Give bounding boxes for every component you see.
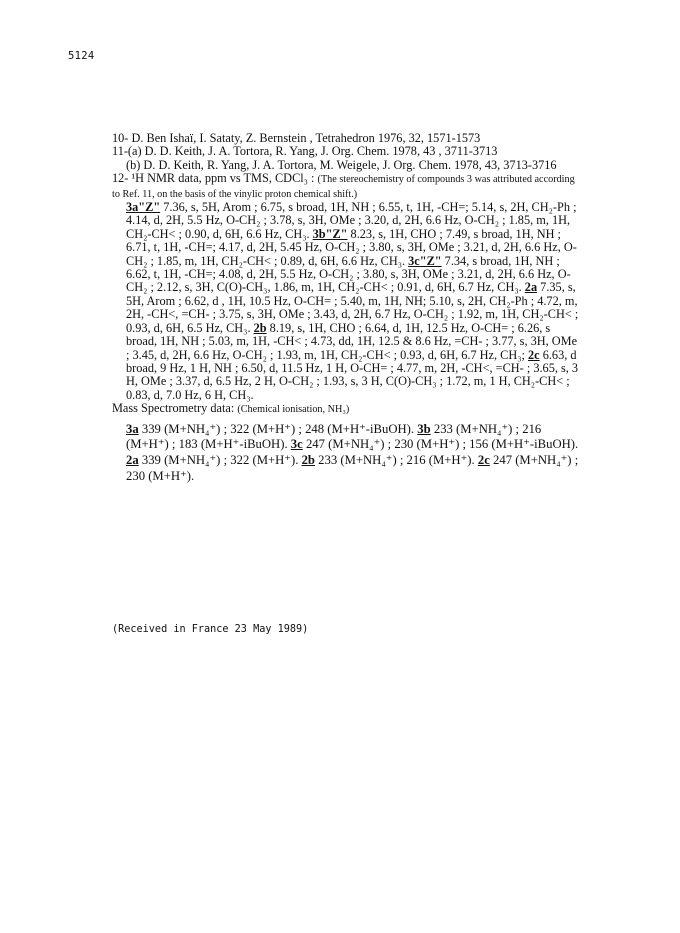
compound-label: 3b"Z" [312, 226, 348, 241]
compound-label: 3c"Z" [408, 253, 442, 268]
received-date: (Received in France 23 May 1989) [112, 624, 309, 635]
stereochemistry-note: (The stereochemistry of compounds 3 was attributed according to Ref. 11, on the basis of the vinylic proton chemical shift.) [112, 174, 575, 200]
reference-12-nmr [112, 172, 582, 201]
nmr-data-text: 7.36, s, 5H, Arom ; 6.75, s broad, 1H, NH ; 6.55, t, 1H, -CH=; 5.14, s, 2H, CH₂-Ph ; 4.14, d, 2H, 5.5 Hz, O-CH₂ ; 3.78, s, 3H, OMe ; 3.20, d, 2H, 6.6 Hz, O-CH₂ ; 1.85, m, 1H, CH₂-CH< ; 0.90, d, 6H, 6.6 Hz, CH₃. [126, 200, 577, 241]
nmr-data-text: 8.23, s, 1H, CHO ; 7.49, s broad, 1H, NH ; 6.71, t, 1H, -CH=; 4.17, d, 2H, 5.45 Hz, O-CH₂ ; 3.80, s, 3H, OMe ; 3.21, d, 2H, 6.6 Hz, O-CH₂ ; 1.85, m, 1H, CH₂-CH< ; 0.89, d, 6H, 6.6 Hz, CH₃. [126, 226, 577, 268]
compound-label: 3c [290, 437, 303, 452]
mass-spec-text: 339 (M+NH₄⁺) ; 322 (M+H⁺) ; 248 (M+H⁺-iBuOH). [138, 421, 418, 436]
compound-label: 2c [477, 453, 490, 468]
compound-label: 3a"Z" [126, 200, 161, 215]
mass-spec-note: (Chemical ionisation, NH₃) [237, 404, 350, 416]
compound-label: 2a [524, 280, 538, 295]
nmr-data-text: 8.19, s, 1H, CHO ; 6.64, d, 1H, 12.5 Hz, O-CH= ; 6.26, s broad, 1H, NH ; 5.03, m, 1H, -CH< ; 4.73, dd, 1H, 12.5 & 8.6 Hz, =CH- ; 3.77, s, 3H, OMe ; 3.45, d, 2H, 6.6 Hz, O-CH₂ ; 1.93, m, 1H, CH₂-CH< ; 0.93, d, 6H, 6.7 Hz, CH₃; [126, 320, 578, 362]
mass-spec-heading: Mass Spectrometry data: [112, 401, 235, 416]
nmr-data-block [112, 201, 582, 402]
compound-label: 2a [126, 453, 139, 468]
mass-spec-heading-line [112, 402, 582, 416]
mass-spec-text: 247 (M+NH₄⁺) ; 230 (M+H⁺). [126, 453, 579, 483]
nmr-data-text: 6.63, d broad, 9 Hz, 1 H, NH ; 6.50, d, 11.5 Hz, 1 H, O-CH= ; 4.77, m, 2H, -CH<, =CH- ; 3.65, s, 3 H, OMe ; 3.37, d, 6.5 Hz, 2 H, O-CH₂ ; 1.93, s, 3 H, C(O)-CH₃ ; 1.72, m, 1 H, CH₂-CH< ; 0.83, d, 7.0 Hz, 6 H, CH₃. [126, 347, 579, 402]
mass-spec-data-block [112, 422, 582, 485]
reference-11a: 11-(a) D. D. Keith, J. A. Tortora, R. Yang, J. Org. Chem. 1978, 43 , 3711-3713 [112, 144, 498, 159]
compound-label: 2b [253, 320, 267, 335]
nmr-heading: 12- ¹H NMR data, ppm vs TMS, CDCl₃ : [112, 171, 315, 186]
page-number: 5124 [68, 50, 95, 62]
mass-spec-text: 339 (M+NH₄⁺) ; 322 (M+H⁺). [138, 453, 302, 468]
reference-10: 10- D. Ben Ishaï, I. Sataty, Z. Bernstein , Tetrahedron 1976, 32, 1571-1573 [112, 131, 481, 145]
mass-spec-text: 247 (M+NH₄⁺) ; 230 (M+H⁺) ; 156 (M+H⁺-iBuOH). [302, 437, 579, 452]
mass-spec-text: 233 (M+NH₄⁺) ; 216 (M+H⁺) ; 183 (M+H⁺-iBuOH). [126, 421, 542, 452]
nmr-data-text: 7.35, s, 5H, Arom ; 6.62, d , 1H, 10.5 Hz, O-CH= ; 5.40, m, 1H, NH; 5.10, s, 2H, CH₂-Ph ; 4.72, m, 2H, -CH<, =CH- ; 3.75, s, 3H, OMe ; 3.43, d, 2H, 6.7 Hz, O-CH₂ ; 1.92, m, 1H, CH₂-CH< ; 0.93, d, 6H, 6.5 Hz, CH₃. [126, 280, 579, 335]
mass-spec-text: 233 (M+NH₄⁺) ; 216 (M+H⁺). [314, 453, 478, 468]
compound-label: 3b [417, 421, 431, 436]
compound-label: 2c [528, 347, 540, 362]
nmr-data-text: 7.34, s broad, 1H, NH ; 6.62, t, 1H, -CH=; 4.08, d, 2H, 5.5 Hz, O-CH₂ ; 3.80, s, 3H, OMe ; 3.21, d, 2H, 6.6 Hz, O-CH₂ ; 2.12, s, 3H, C(O)-CH₃, 1.86, m, 1H, CH₂-CH< ; 0.91, d, 6H, 6.7 Hz, CH₃. [126, 253, 571, 295]
references-section [112, 132, 582, 485]
compound-label: 2b [301, 453, 315, 468]
compound-label: 3a [126, 421, 139, 436]
reference-11b: (b) D. D. Keith, R. Yang, J. A. Tortora, M. Weigele, J. Org. Chem. 1978, 43, 3713-3716 [126, 157, 557, 172]
